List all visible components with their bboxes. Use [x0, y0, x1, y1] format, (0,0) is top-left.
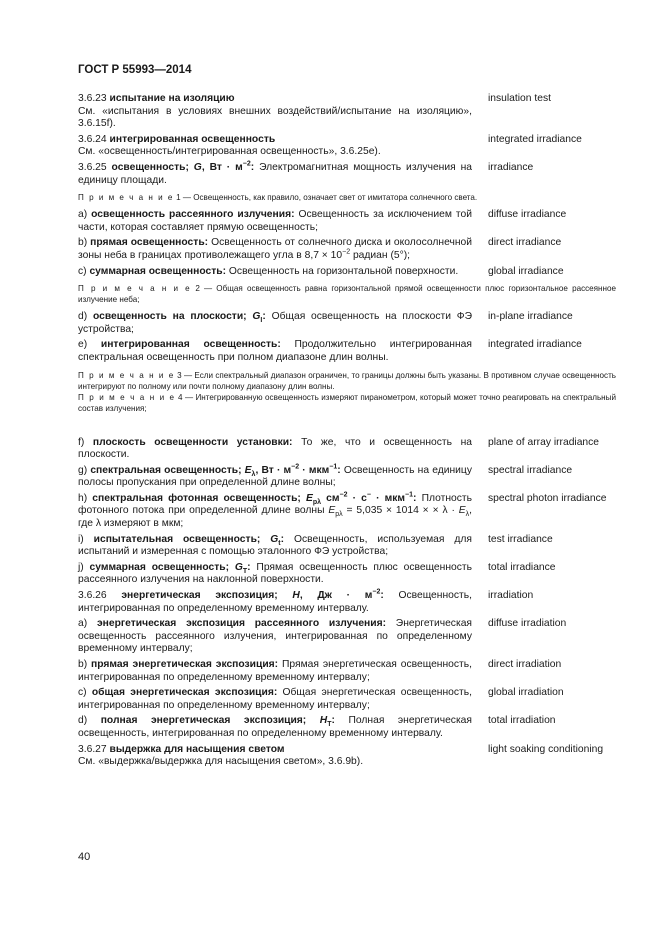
page-number: 40 [78, 851, 91, 863]
english-term: spectral photon irradiance [488, 492, 607, 504]
english-term: integrated irradiance [488, 133, 582, 145]
english-term: diffuse irradiation [488, 618, 567, 630]
term-title: выдержка для насыщения светом [109, 743, 285, 755]
english-term: global irradiation [488, 687, 564, 699]
english-term: test irradiance [488, 533, 553, 545]
document-body [78, 93, 616, 772]
term-entry-total-irradiance: j) суммарная освещенность; $G_T$: Прямая освещенность плюс освещенность рассеянного излучения на наклонной поверхности. total irradiance [78, 562, 616, 587]
english-term: direct irradiance [488, 237, 562, 249]
note-2: П р и м е ч а н и е 2 — Общая освещенность равна горизонтальной прямой освещенности плюс горизонтальное рассеянное излучение неба; [78, 284, 616, 305]
term-title: испытание на изоляцию [109, 93, 235, 104]
english-term: irradiation [488, 590, 534, 602]
term-entry-integrated-irradiance: 3.6.24 интегрированная освещенность См. «освещенность/интегрированная освещенность», 3.6.25е). integrated irradiance [78, 134, 616, 159]
english-term: irradiance [488, 161, 534, 173]
term-entry-integrated-irradiance-2: e) интегрированная освещенность: Продолжительно интегрированная спектральная освещенность при полном диапазоне длин волны. integrated irradiance [78, 339, 616, 364]
term-entry-global-irradiance: c) суммарная освещенность: Освещенность на горизонтальной поверхности. global irradiance [78, 266, 616, 279]
note-3: П р и м е ч а н и е 3 — Если спектральный диапазон ограничен, то границы должны быть указаны. В противном случае освещенность интегрируют по полному или почти полному диапазону длин волны. [78, 370, 616, 391]
english-term: light soaking conditioning [488, 743, 604, 755]
term-entry-irradiation: 3.6.26 энергетическая экспозиция; H, Дж · $м^{-2}$: Освещенность, интегрированная по определенному временному интервалу. irradiation [78, 590, 616, 615]
term-entry-spectral-irradiance: g) спектральная освещенность; $E_\lambda$, Вт · $м^{-2} \cdot мкм^{-1}$: Освещенность на единицу полосы пропускания при определенной длине волны; spectral irradiance [78, 465, 616, 490]
english-term: total irradiation [488, 715, 556, 727]
term-entry-direct-irradiation: b) прямая энергетическая экспозиция: Прямая энергетическая освещенность, интегрированная по определенному временному интервалу; direct irradiation [78, 659, 616, 684]
english-term: in-plane irradiance [488, 311, 573, 323]
term-entry-direct-irradiance: b) прямая освещенность: Освещенность от солнечного диска и околосолнечной зоны неба в границах противолежащего угла в $8,7 \times 10^{-2}$ радиан (5°); direct irradiance [78, 237, 616, 262]
term-entry-diffuse-irradiance: а) освещенность рассеянного излучения: Освещенность за исключением той части, которая составляет прямую освещенность; diffuse irradiance [78, 209, 616, 234]
term-entry-total-irradiation: d) полная энергетическая экспозиция; $H_T$: Полная энергетическая освещенность, интегрированная по определенному временному интервалу. total irradiation [78, 715, 616, 740]
note-4: П р и м е ч а н и е 4 — Интегрированную освещенность измеряют пиранометром, который может точно реагировать на спектральный состав излучения; [78, 392, 616, 413]
english-term: direct irradiation [488, 659, 562, 670]
english-term: integrated irradiance [488, 339, 582, 351]
term-title: интегрированная освещенность [109, 133, 276, 145]
term-entry-spectral-photon-irradiance: h) спектральная фотонная освещенность; $E_{p\lambda}$ $см^{-2} \cdot с^- \cdot мкм^{-1}$: Плотность фотонного потока при определенной длине волны $E_{p\lambda} = 5,035 \times 1014$ × × $\lambda \cdot E_\lambda$, где λ измеряют в мкм; spectral photon irradiance [78, 493, 616, 531]
note-1: П р и м е ч а н и е 1 — Освещенность, как правило, означает свет от имитатора солнечного света. [78, 193, 478, 203]
term-entry-irradiance: 3.6.25 освещенность; G, Вт · $м^{-2}$: Электромагнитная мощность излучения на единицу площади. irradiance [78, 162, 616, 187]
term-entry-global-irradiation: c) общая энергетическая экспозиция: Общая энергетическая освещенность, интегрированная по определенному временному интервалу; global irradiation [78, 687, 616, 712]
term-entry-diffuse-irradiation: а) энергетическая экспозиция рассеянного излучения: Энергетическая освещенность рассеянного излучения, интегрированная по определенному временному интервалу; diffuse irradiation [78, 618, 616, 656]
english-term: global irradiance [488, 265, 564, 277]
term-entry-plane-of-array-irradiance: f) плоскость освещенности установки: То же, что и освещенность на плоскости. plane of array irradiance [78, 437, 616, 462]
english-term: diffuse irradiance [488, 209, 567, 221]
document-header: ГОСТ Р 55993—2014 [78, 64, 192, 76]
english-term: insulation test [488, 93, 551, 104]
term-entry-test-irradiance: i) испытательная освещенность; $G_t$: Освещенность, используемая для испытаний и измеренная с помощью эталонного ФЭ устройства; test irradiance [78, 534, 616, 559]
english-term: total irradiance [488, 561, 556, 573]
english-term: plane of array irradiance [488, 436, 600, 448]
english-term: spectral irradiance [488, 464, 573, 476]
term-entry-in-plane-irradiance: d) освещенность на плоскости; $G_I$: Общая освещенность на плоскости ФЭ устройства; in-plane irradiance [78, 311, 616, 336]
term-entry-insulation-test: 3.6.23 испытание на изоляцию См. «испытания в условиях внешних воздействий/испытание на изоляцию», 3.6.15f). insulation test [78, 93, 616, 131]
term-entry-light-soaking-conditioning: 3.6.27 выдержка для насыщения светом См. «выдержка/выдержка для насыщения светом», 3.6.9b). light soaking conditioning [78, 744, 616, 769]
